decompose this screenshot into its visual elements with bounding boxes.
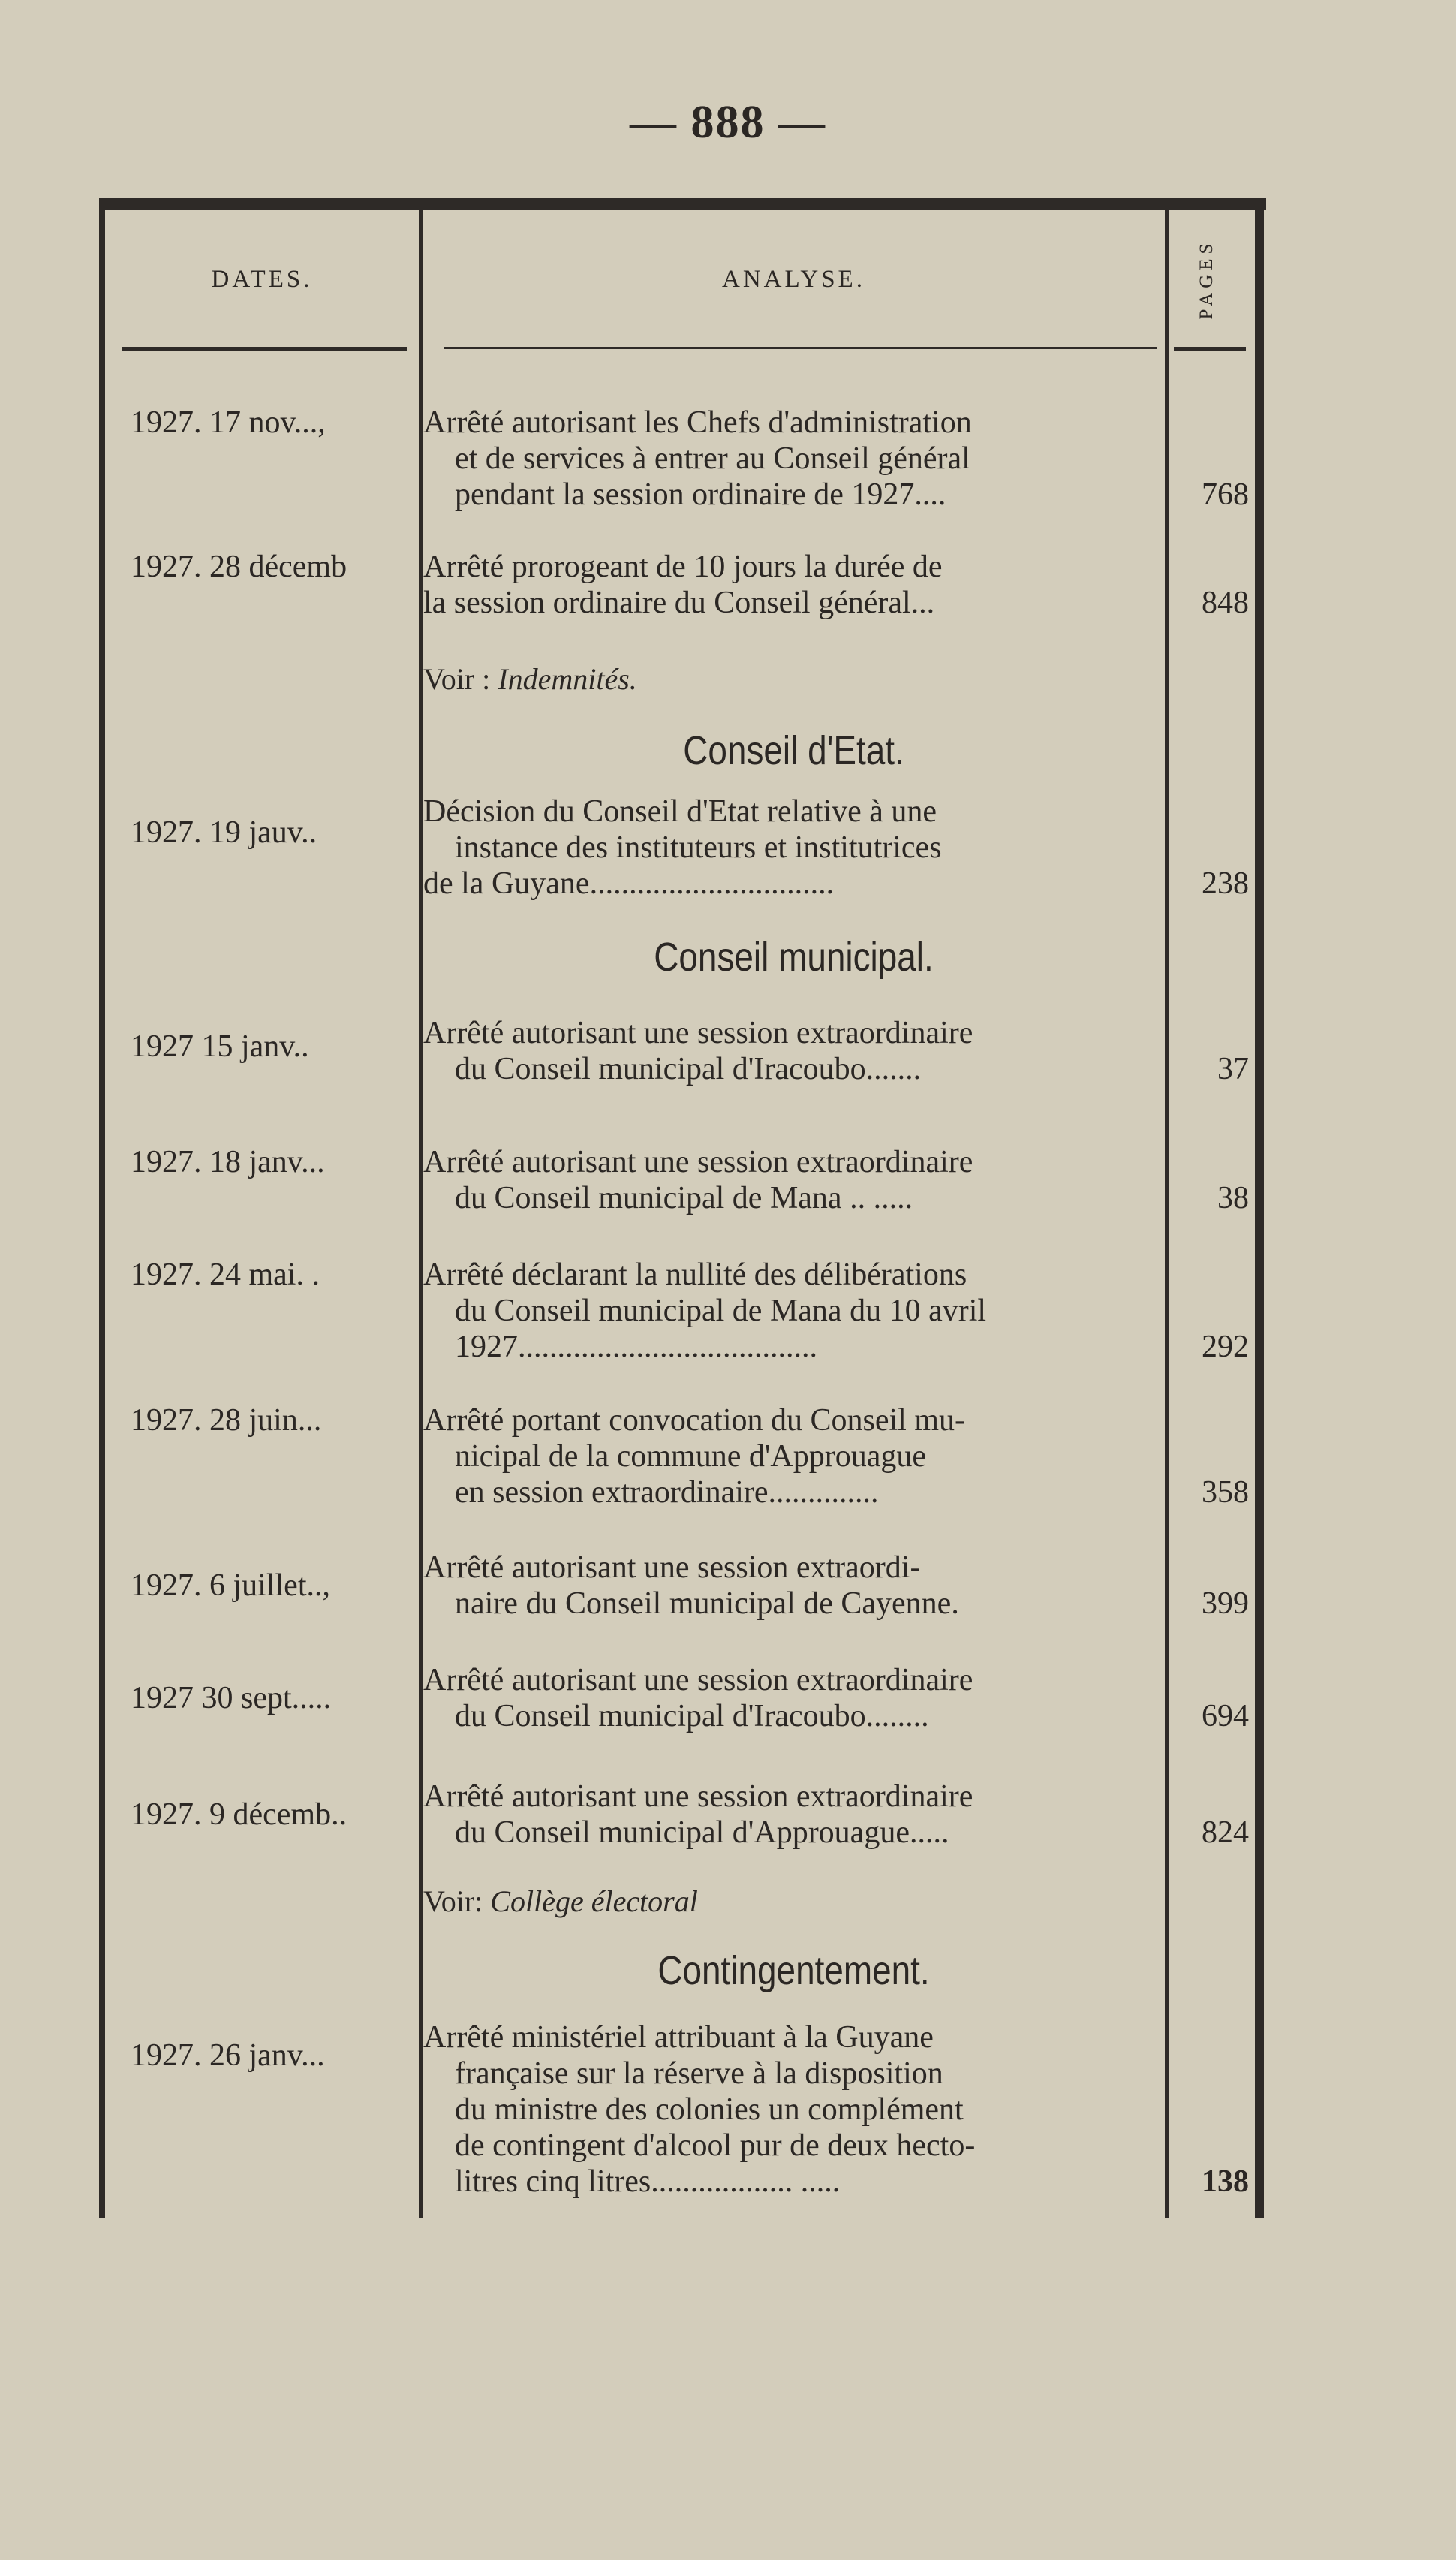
header-rule-dates [122,347,407,351]
entry-date: 1927 15 janv.. [131,1029,309,1064]
analysis-line: Arrêté autorisant une session extraordinaire [423,1016,973,1050]
cross-reference [423,1884,698,1919]
analysis-line: Décision du Conseil d'Etat relative à une [423,794,937,829]
table-left-border [99,210,105,2218]
entry-date: 1927. 28 juin... [131,1403,322,1438]
section-heading: Contingentement. [657,1948,930,1993]
column-divider-dates [419,210,423,2218]
entry-page: 694 [1202,1699,1249,1733]
analysis-line: de la Guyane............................... [423,866,835,901]
entry-analysis [423,1402,1159,1510]
cross-reference [423,661,637,697]
analysis-line: nicipal de la commune d'Approuague [455,1439,927,1474]
table-right-border [1255,210,1264,2218]
analysis-line: Arrêté portant convocation du Conseil mu- [423,1403,965,1438]
voir-prefix: Voir: [423,1884,483,1918]
entry-date: 1927. 9 décemb.. [131,1797,347,1832]
table-top-rule [99,198,1266,210]
section-heading: Conseil municipal. [654,935,934,980]
analysis-line: Arrêté déclarant la nullité des délibérations [423,1257,967,1292]
entry-page: 848 [1202,586,1249,620]
analysis-line: Arrêté autorisant une session extraordinaire [423,1145,973,1179]
entry-analysis [423,1144,1159,1216]
header-pages: PAGES [1196,239,1217,320]
analysis-line: du Conseil municipal de Mana du 10 avril [455,1294,987,1328]
entry-page: 37 [1217,1052,1249,1086]
entry-page: 768 [1202,477,1249,512]
entry-page: 292 [1202,1330,1249,1364]
entry-date: 1927. 17 nov..., [131,405,326,440]
entry-page: 138 [1202,2164,1249,2199]
voir-reference: Collège électoral [490,1884,698,1918]
entry-date: 1927. 6 juillet.., [131,1568,330,1603]
entry-date: 1927. 28 décemb [131,550,347,584]
section-heading: Conseil d'Etat. [683,728,904,773]
entry-analysis [423,1015,1159,1087]
analysis-line: litres cinq litres.................. ..... [455,2164,841,2199]
entry-analysis [423,1257,1159,1365]
analysis-line: naire du Conseil municipal de Cayenne. [455,1586,959,1621]
entry-page: 399 [1202,1586,1249,1621]
column-divider-analyse [1165,210,1169,2218]
entry-analysis [423,1550,1159,1622]
index-table [99,198,1266,2218]
entry-page: 358 [1202,1475,1249,1510]
voir-reference: Indemnités. [498,662,637,696]
header-rule-analyse [444,347,1157,349]
entry-date: 1927 30 sept..... [131,1681,332,1715]
analysis-line: Arrêté autorisant une session extraordinaire [423,1663,973,1697]
entry-date: 1927. 26 janv... [131,2038,325,2073]
analysis-line: Arrêté ministériel attribuant à la Guyane [423,2020,934,2055]
analysis-line: 1927...................................... [455,1330,817,1364]
analysis-line: Arrêté autorisant une session extraordinaire [423,1779,973,1814]
analysis-line: du ministre des colonies un complément [455,2092,964,2127]
entry-page: 38 [1217,1181,1249,1215]
page-number: — 888 — [630,97,826,148]
entry-analysis [423,2019,1159,2200]
entry-page: 824 [1202,1815,1249,1850]
voir-prefix: Voir : [423,662,491,696]
analysis-line: Arrêté autorisant une session extraordi- [423,1550,921,1585]
analysis-line: la session ordinaire du Conseil général... [423,586,935,620]
entry-date: 1927. 19 jauv.. [131,815,317,850]
entry-page: 238 [1202,866,1249,901]
header-rule-pages [1174,347,1246,351]
analysis-line: pendant la session ordinaire de 1927.... [455,477,946,512]
analysis-line: du Conseil municipal d'Approuague..... [455,1815,949,1850]
analysis-line: de contingent d'alcool pur de deux hecto- [455,2128,976,2163]
analysis-line: et de services à entrer au Conseil général [455,441,970,476]
entry-date: 1927. 24 mai. . [131,1257,320,1292]
analysis-line: Arrêté autorisant les Chefs d'administration [423,405,972,440]
header-analyse: ANALYSE. [722,266,865,293]
entry-analysis [423,405,1159,513]
analysis-line: du Conseil municipal d'Iracoubo....... [455,1052,922,1086]
analysis-line: Arrêté prorogeant de 10 jours la durée de [423,550,943,584]
analysis-line: instance des instituteurs et institutrices [455,830,942,865]
analysis-line: du Conseil municipal de Mana .. ..... [455,1181,913,1215]
entry-analysis [423,549,1159,621]
entry-date: 1927. 18 janv... [131,1145,325,1179]
entry-analysis [423,794,1159,902]
header-dates: DATES. [211,266,313,293]
entry-analysis [423,1662,1159,1734]
analysis-line: française sur la réserve à la disposition [455,2056,943,2091]
analysis-line: du Conseil municipal d'Iracoubo........ [455,1699,929,1733]
entry-analysis [423,1778,1159,1851]
analysis-line: en session extraordinaire.............. [455,1475,879,1510]
